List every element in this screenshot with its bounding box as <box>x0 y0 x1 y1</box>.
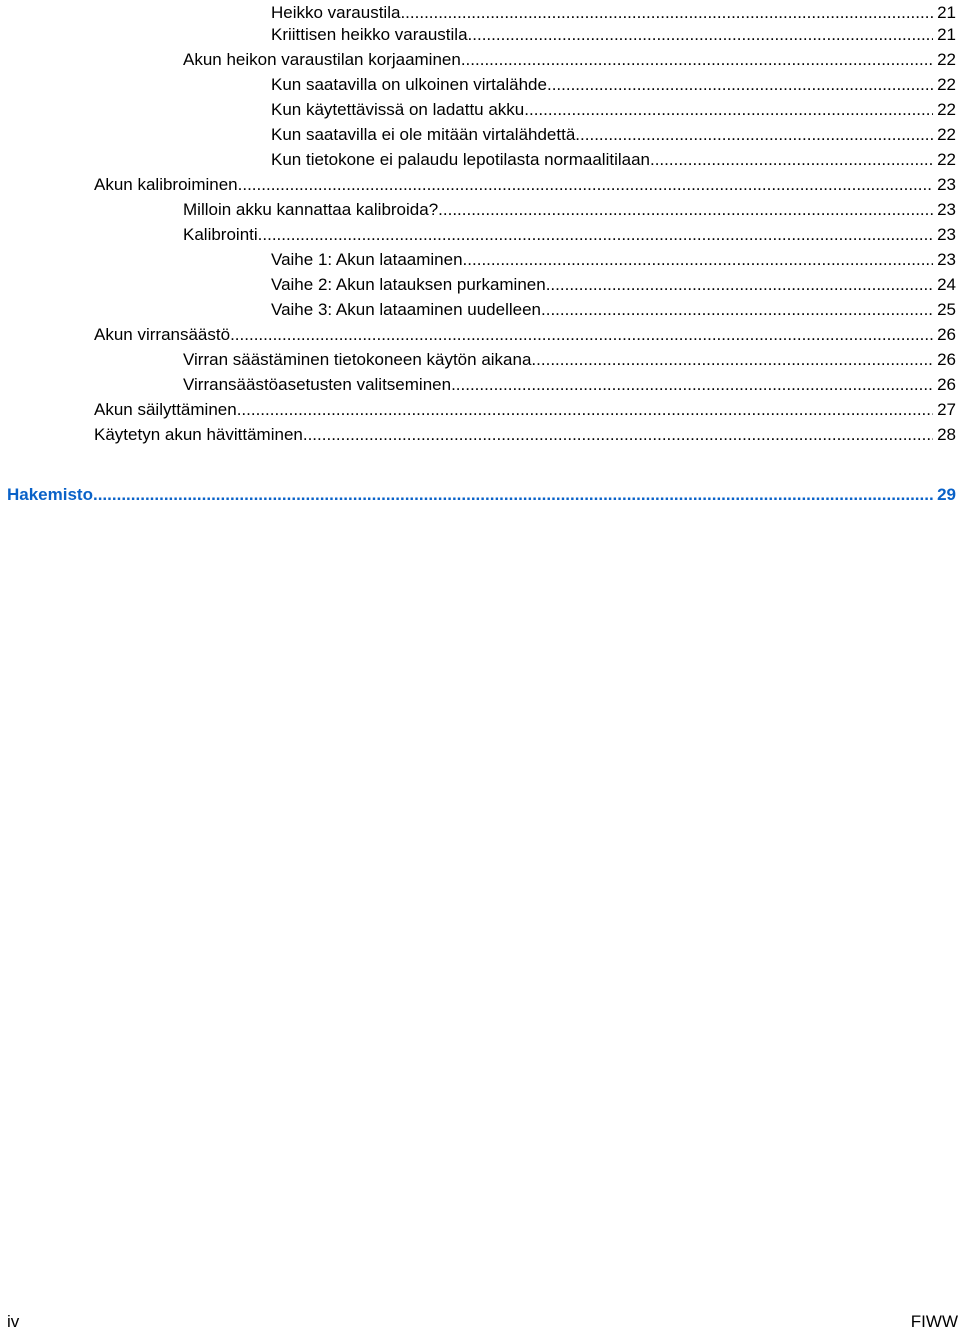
toc-entry[interactable] <box>0 222 956 247</box>
dot-leader <box>468 22 934 47</box>
toc-entry-title: Milloin akku kannattaa kalibroida? <box>183 200 439 219</box>
toc-entry[interactable] <box>0 247 956 272</box>
toc-entry[interactable] <box>0 72 956 97</box>
toc-entry-page: 22 <box>937 100 956 119</box>
toc-entry[interactable] <box>0 322 956 347</box>
dot-leader <box>93 482 933 507</box>
toc-entry-title: Kun tietokone ei palaudu lepotilasta normaalitilaan <box>271 150 650 169</box>
dot-leader <box>541 297 933 322</box>
toc-entry[interactable] <box>0 397 956 422</box>
toc-entry-title: Käytetyn akun hävittäminen <box>94 425 303 444</box>
toc-entry-title: Vaihe 1: Akun lataaminen <box>271 250 463 269</box>
toc-entry[interactable] <box>0 372 956 397</box>
locale-code: FIWW <box>910 1312 958 1331</box>
toc-entry[interactable] <box>0 172 956 197</box>
dot-leader <box>524 97 933 122</box>
toc-entry[interactable] <box>0 122 956 147</box>
dot-leader <box>531 347 933 372</box>
toc-entry-page: 21 <box>937 3 956 22</box>
toc-entry[interactable] <box>0 347 956 372</box>
toc-entry-title: Kriittisen heikko varaustila <box>271 25 468 44</box>
toc-entry[interactable] <box>0 272 956 297</box>
toc-entry[interactable] <box>0 22 956 47</box>
toc-entry-page: 23 <box>937 225 956 244</box>
toc-entry-title: Akun kalibroiminen <box>94 175 238 194</box>
toc-entry-title: Kun saatavilla on ulkoinen virtalähde <box>271 75 547 94</box>
toc-entry-title: Virransäästöasetusten valitseminen <box>183 375 452 394</box>
toc-entry[interactable] <box>0 197 956 222</box>
toc-entry[interactable] <box>0 147 956 172</box>
toc-entry-title: Akun virransäästö <box>94 325 231 344</box>
toc-entry-page: 27 <box>937 400 956 419</box>
toc-entry-page: 23 <box>937 250 956 269</box>
toc-entry-title: Kun käytettävissä on ladattu akku <box>271 100 525 119</box>
toc-entry[interactable] <box>0 97 956 122</box>
toc-entry[interactable] <box>0 422 956 447</box>
dot-leader <box>461 47 933 72</box>
toc-entry-page: 22 <box>937 75 956 94</box>
toc-entry-title: Kalibrointi <box>183 225 258 244</box>
toc-entry-page: 26 <box>937 325 956 344</box>
dot-leader <box>303 422 933 447</box>
toc-entry-page: 22 <box>937 50 956 69</box>
toc-entry-page: 23 <box>937 200 956 219</box>
toc-entry-page: 22 <box>937 125 956 144</box>
toc-chapter-hakemisto[interactable] <box>0 482 956 507</box>
toc-entry-title: Vaihe 2: Akun latauksen purkaminen <box>271 275 546 294</box>
dot-leader <box>238 172 933 197</box>
dot-leader <box>451 372 933 397</box>
toc-entry[interactable] <box>0 47 956 72</box>
dot-leader <box>438 197 933 222</box>
toc-entry-page: 22 <box>937 150 956 169</box>
toc-entry-page: 25 <box>937 300 956 319</box>
dot-leader <box>230 322 933 347</box>
page-number: iv <box>7 1312 20 1331</box>
toc-entry-page: 24 <box>937 275 956 294</box>
toc-chapter-title: Hakemisto <box>7 485 93 504</box>
toc-entry[interactable] <box>0 297 956 322</box>
toc-entry-title: Kun saatavilla ei ole mitään virtalähdettä <box>271 125 576 144</box>
toc-entry-page: 26 <box>937 375 956 394</box>
toc-entry-page: 28 <box>937 425 956 444</box>
toc-entry-title: Akun heikon varaustilan korjaaminen <box>183 50 461 69</box>
dot-leader <box>463 247 934 272</box>
toc-entry-title: Virran säästäminen tietokoneen käytön aikana <box>183 350 532 369</box>
toc-entry-title: Akun säilyttäminen <box>94 400 237 419</box>
dot-leader <box>650 147 933 172</box>
toc-chapter-page: 29 <box>937 485 956 504</box>
toc-entry-page: 21 <box>937 25 956 44</box>
toc-entry-page: 26 <box>937 350 956 369</box>
dot-leader <box>258 222 933 247</box>
toc-entry-title: Vaihe 3: Akun lataaminen uudelleen <box>271 300 541 319</box>
toc-entry-page: 23 <box>937 175 956 194</box>
dot-leader <box>547 72 933 97</box>
dot-leader <box>546 272 933 297</box>
dot-leader <box>575 122 933 147</box>
toc-entry-title: Heikko varaustila <box>271 3 401 22</box>
dot-leader <box>237 397 933 422</box>
